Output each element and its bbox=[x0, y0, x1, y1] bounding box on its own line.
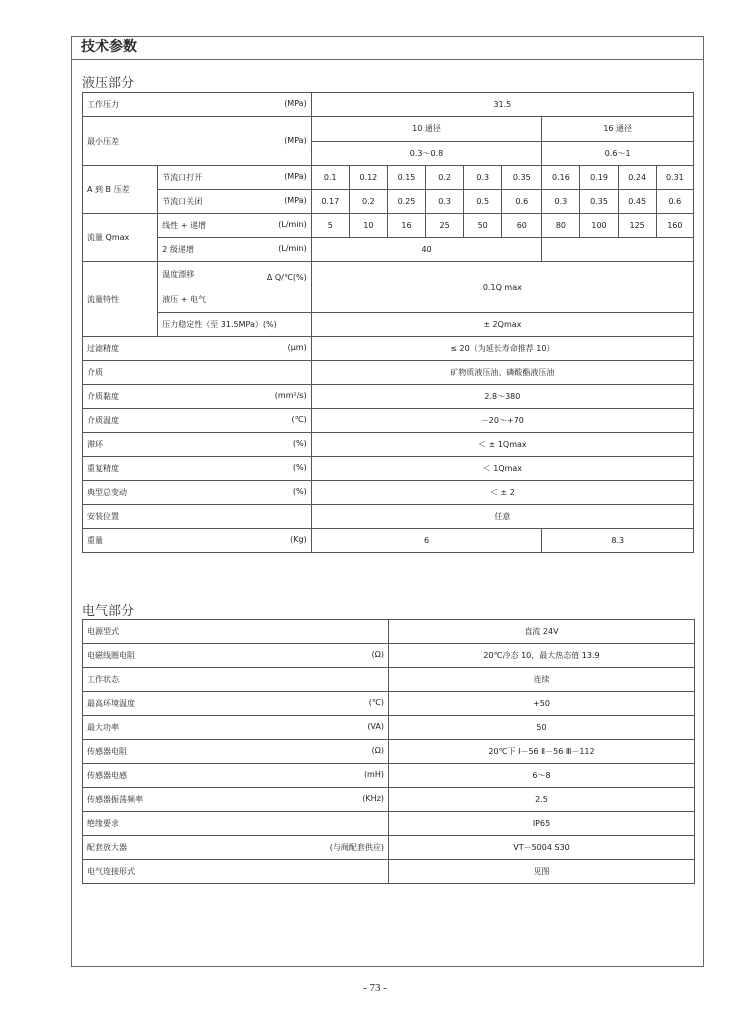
electrical-param-value: 50 bbox=[389, 716, 695, 740]
electrical-heading: 电气部分 bbox=[82, 604, 135, 619]
flow-label: 流量 Qmax bbox=[83, 214, 158, 262]
electrical-param-value: 见图 bbox=[389, 860, 695, 884]
flow-value: 100 bbox=[580, 214, 618, 238]
page-number: - 73 - bbox=[363, 982, 387, 994]
page-title: 技术参数 bbox=[71, 36, 704, 60]
working-pressure-value: 31.5 bbox=[311, 93, 693, 117]
flow-stage2-value: 40 bbox=[311, 238, 542, 262]
typical-change-label: 典型总变动 (%) bbox=[83, 481, 312, 505]
open-value: 0.15 bbox=[387, 166, 425, 190]
open-value: 0.12 bbox=[349, 166, 387, 190]
electrical-row bbox=[83, 692, 695, 716]
flow-value: 160 bbox=[656, 214, 693, 238]
ab-diff-label: A 到 B 压差 bbox=[83, 166, 158, 214]
repeat-value: ＜ 1Qmax bbox=[311, 457, 693, 481]
hysteresis-value: ＜ ± 1Qmax bbox=[311, 433, 693, 457]
electrical-param-label: 最高环境温度 (℃) bbox=[83, 692, 389, 716]
flow-char-value: 0.1Q max bbox=[311, 262, 693, 313]
electrical-row bbox=[83, 644, 695, 668]
min-diff-16-value: 0.6～1 bbox=[542, 141, 694, 166]
open-value: 0.3 bbox=[464, 166, 502, 190]
throttle-open-label: 节流口打开 (MPa) bbox=[158, 166, 311, 190]
electrical-row bbox=[83, 836, 695, 860]
flow-value: 16 bbox=[387, 214, 425, 238]
electrical-row bbox=[83, 740, 695, 764]
pressure-stability-value: ± 2Qmax bbox=[311, 313, 693, 337]
open-value: 0.24 bbox=[618, 166, 656, 190]
electrical-param-label: 传感器电阻 (Ω) bbox=[83, 740, 389, 764]
electrical-param-value: 20℃冷态 10，最大热态值 13.9 bbox=[389, 644, 695, 668]
electrical-row bbox=[83, 668, 695, 692]
electrical-param-value: 6～8 bbox=[389, 764, 695, 788]
electrical-row bbox=[83, 716, 695, 740]
electrical-param-label: 电源型式 bbox=[83, 620, 389, 644]
closed-value: 0.3 bbox=[426, 190, 464, 214]
hysteresis-label: 滞环 (%) bbox=[83, 433, 312, 457]
electrical-row bbox=[83, 764, 695, 788]
viscosity-value: 2.8～380 bbox=[311, 385, 693, 409]
open-value: 0.16 bbox=[542, 166, 580, 190]
size-10-header: 10 通径 bbox=[311, 117, 542, 142]
electrical-param-value: +50 bbox=[389, 692, 695, 716]
flow-value: 25 bbox=[426, 214, 464, 238]
electrical-param-label: 电磁线圈电阻 (Ω) bbox=[83, 644, 389, 668]
filter-value: ≤ 20（为延长寿命推荐 10） bbox=[311, 337, 693, 361]
open-value: 0.1 bbox=[311, 166, 349, 190]
electrical-row bbox=[83, 788, 695, 812]
electrical-param-value: 连续 bbox=[389, 668, 695, 692]
electrical-row bbox=[83, 812, 695, 836]
electrical-param-label: 传感器振荡频率 (KHz) bbox=[83, 788, 389, 812]
filter-label: 过滤精度 (μm) bbox=[83, 337, 312, 361]
electrical-param-label: 绝缘要求 bbox=[83, 812, 389, 836]
flow-value: 60 bbox=[502, 214, 542, 238]
working-pressure-label: 工作压力 (MPa) bbox=[83, 93, 312, 117]
mounting-value: 任意 bbox=[311, 505, 693, 529]
closed-value: 0.25 bbox=[387, 190, 425, 214]
electrical-row bbox=[83, 860, 695, 884]
electrical-param-value: VT－5004 S30 bbox=[389, 836, 695, 860]
throttle-closed-label: 节流口关闭 (MPa) bbox=[158, 190, 311, 214]
closed-value: 0.2 bbox=[349, 190, 387, 214]
closed-value: 0.6 bbox=[656, 190, 693, 214]
flow-value: 125 bbox=[618, 214, 656, 238]
viscosity-label: 介质黏度 (mm²/s) bbox=[83, 385, 312, 409]
empty-cell bbox=[542, 238, 694, 262]
flow-linear-label: 线性 + 递增 (L/min) bbox=[158, 214, 311, 238]
typical-change-value: ＜ ± 2 bbox=[311, 481, 693, 505]
closed-value: 0.6 bbox=[502, 190, 542, 214]
flow-value: 5 bbox=[311, 214, 349, 238]
electrical-table bbox=[82, 619, 695, 884]
flow-char-label: 流量特性 bbox=[83, 262, 158, 337]
electrical-param-label: 电气连接形式 bbox=[83, 860, 389, 884]
closed-value: 0.45 bbox=[618, 190, 656, 214]
open-value: 0.2 bbox=[426, 166, 464, 190]
pressure-stability-label: 压力稳定性（至 31.5MPa）(%) bbox=[158, 313, 311, 337]
weight-16-value: 8.3 bbox=[542, 529, 694, 553]
repeat-label: 重复精度 (%) bbox=[83, 457, 312, 481]
min-pressure-diff-label: 最小压差 (MPa) bbox=[83, 117, 312, 166]
weight-10-value: 6 bbox=[311, 529, 542, 553]
open-value: 0.19 bbox=[580, 166, 618, 190]
flow-stage2-label: 2 级递增 (L/min) bbox=[158, 238, 311, 262]
electrical-param-label: 配套放大器 (与阀配套供应) bbox=[83, 836, 389, 860]
medium-label: 介质 bbox=[83, 361, 312, 385]
flow-value: 10 bbox=[349, 214, 387, 238]
electrical-param-value: 20℃下 Ⅰ－56 Ⅱ－56 Ⅲ－112 bbox=[389, 740, 695, 764]
medium-value: 矿物质液压油、磷酸酯液压油 bbox=[311, 361, 693, 385]
flow-value: 80 bbox=[542, 214, 580, 238]
min-diff-10-value: 0.3～0.8 bbox=[311, 141, 542, 166]
flow-char-sub: 温度漂移 Δ Q/℃(%) 液压 + 电气 bbox=[158, 262, 311, 313]
weight-label: 重量 (Kg) bbox=[83, 529, 312, 553]
electrical-param-label: 工作状态 bbox=[83, 668, 389, 692]
electrical-param-value: 2.5 bbox=[389, 788, 695, 812]
hydraulic-heading: 液压部分 bbox=[82, 76, 135, 91]
electrical-param-value: IP65 bbox=[389, 812, 695, 836]
electrical-row bbox=[83, 620, 695, 644]
open-value: 0.31 bbox=[656, 166, 693, 190]
closed-value: 0.35 bbox=[580, 190, 618, 214]
size-16-header: 16 通径 bbox=[542, 117, 694, 142]
flow-value: 50 bbox=[464, 214, 502, 238]
medium-temp-label: 介质温度 (℃) bbox=[83, 409, 312, 433]
closed-value: 0.3 bbox=[542, 190, 580, 214]
mounting-label: 安装位置 bbox=[83, 505, 312, 529]
electrical-param-value: 直流 24V bbox=[389, 620, 695, 644]
closed-value: 0.17 bbox=[311, 190, 349, 214]
hydraulic-table bbox=[82, 92, 694, 553]
open-value: 0.35 bbox=[502, 166, 542, 190]
closed-value: 0.5 bbox=[464, 190, 502, 214]
electrical-param-label: 传感器电感 (mH) bbox=[83, 764, 389, 788]
medium-temp-value: －20～+70 bbox=[311, 409, 693, 433]
electrical-param-label: 最大功率 (VA) bbox=[83, 716, 389, 740]
